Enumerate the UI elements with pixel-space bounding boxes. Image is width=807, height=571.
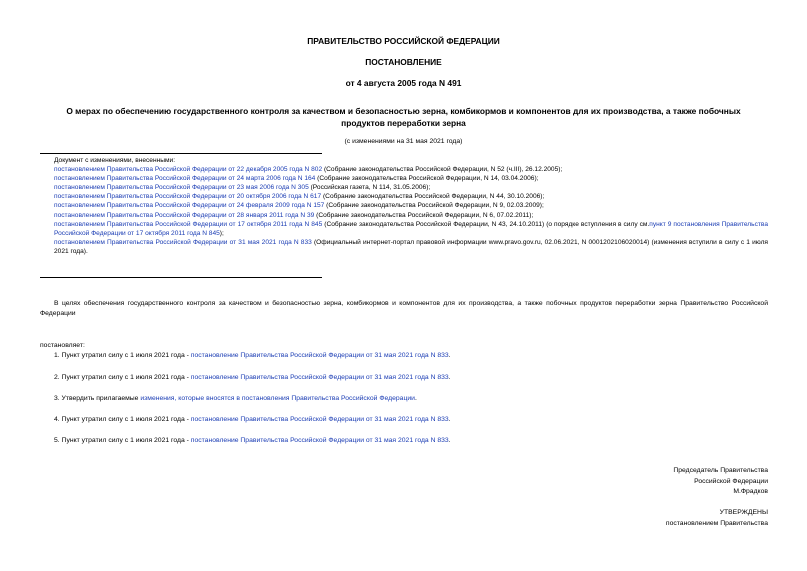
point-text: 3. Утвердить прилагаемые xyxy=(54,395,141,402)
point-text: 1. Пункт утратил силу с 1 июля 2021 года - xyxy=(54,352,191,359)
revision-source: (Собрание законодательства Российской Федерации, N 43, 24.10.2011) (о порядке вступления в силу см. xyxy=(322,220,650,228)
point-item xyxy=(54,436,768,445)
revision-source: (Собрание законодательства Российской Федерации, N 6, 07.02.2011); xyxy=(314,211,534,219)
revisions-intro: Документ с изменениями, внесенными: xyxy=(54,157,176,164)
revision-item xyxy=(54,238,768,256)
revision-link[interactable]: постановлением Правительства Российской Федерации от 23 мая 2006 года N 305 xyxy=(54,184,309,192)
point-tail: . xyxy=(448,416,451,423)
point-tail: . xyxy=(414,395,417,402)
revision-link[interactable]: пункт 9 постановления Правительства Российской Федерации от 17 октября 2011 года N 845 xyxy=(54,220,768,237)
revision-link[interactable]: постановлением Правительства Российской Федерации от 20 октября 2006 года N 617 xyxy=(54,193,322,201)
revision-item xyxy=(54,192,768,201)
point-tail: . xyxy=(448,374,451,381)
point-text: 5. Пункт утратил силу с 1 июля 2021 года - xyxy=(54,437,191,444)
title-line-2: продуктов переработки зерна xyxy=(341,118,466,129)
preamble-paragraph: В целях обеспечения государственного контроля за качеством и безопасностью зерна, комбикормов и компонентов для их производства, а также побочных продуктов переработки зерна Правительство Российской Федерации xyxy=(40,300,768,317)
title-line-1: О мерах по обеспечению государственного контроля за качеством и безопасностью зерна, комбикормов и компонентов для их производства, а также побочных xyxy=(66,106,741,116)
approved-line-2: постановлением Правительства xyxy=(665,519,768,527)
point-item xyxy=(54,351,768,360)
signature-line-1: Председатель Правительства xyxy=(673,467,768,474)
point-link[interactable]: постановление Правительства Российской Федерации от 31 мая 2021 года N 833 xyxy=(190,416,449,423)
point-tail: . xyxy=(448,352,451,359)
revision-tail: ); xyxy=(219,229,224,237)
doc-type-heading: ПОСТАНОВЛЕНИЕ xyxy=(365,57,442,67)
revision-source: (Собрание законодательства Российской Федерации, N 52 (ч.III), 26.12.2005); xyxy=(322,166,563,174)
point-text: 2. Пункт утратил силу с 1 июля 2021 года - xyxy=(54,374,191,381)
point-tail: . xyxy=(448,437,451,444)
point-link[interactable]: постановление Правительства Российской Федерации от 31 мая 2021 года N 833 xyxy=(190,437,449,444)
point-link[interactable]: постановление Правительства Российской Федерации от 31 мая 2021 года N 833 xyxy=(190,374,449,381)
bottom-divider xyxy=(40,277,322,278)
revision-link[interactable]: постановлением Правительства Российской Федерации от 31 мая 2021 года N 833 xyxy=(54,238,312,246)
revision-link[interactable]: постановлением Правительства Российской Федерации от 22 декабря 2005 года N 802 xyxy=(54,166,323,174)
revision-link[interactable]: постановлением Правительства Российской Федерации от 17 октября 2011 года N 845 xyxy=(54,220,323,228)
revision-item xyxy=(54,211,768,220)
approved-block xyxy=(666,508,768,529)
document-title xyxy=(40,105,767,129)
revision-item xyxy=(54,174,768,183)
document-subtitle: (с изменениями на 31 мая 2021 года) xyxy=(344,138,463,145)
revision-source: (Российская газета, N 114, 31.05.2006); xyxy=(308,184,431,192)
date-number-heading: от 4 августа 2005 года N 491 xyxy=(345,78,462,88)
point-link[interactable]: изменения, которые вносятся в постановления Правительства Российской Федерации xyxy=(140,395,415,402)
revision-item xyxy=(54,183,768,192)
revision-link[interactable]: постановлением Правительства Российской Федерации от 28 января 2011 года N 39 xyxy=(54,211,315,219)
approved-line-1: УТВЕРЖДЕНЫ xyxy=(719,509,768,516)
revision-link[interactable]: постановлением Правительства Российской Федерации от 24 февраля 2009 года N 157 xyxy=(54,202,325,210)
revision-link[interactable]: постановлением Правительства Российской Федерации от 24 марта 2006 года N 164 xyxy=(54,175,316,183)
revision-item xyxy=(54,220,768,238)
revisions-block xyxy=(54,156,768,256)
revision-item xyxy=(54,165,768,174)
revision-source: (Собрание законодательства Российской Федерации, N 44, 30.10.2006); xyxy=(321,193,545,201)
revision-source: (Собрание законодательства Российской Федерации, N 9, 02.03.2009); xyxy=(324,202,544,210)
government-heading: ПРАВИТЕЛЬСТВО РОССИЙСКОЙ ФЕДЕРАЦИИ xyxy=(307,36,500,46)
signature-name: М.Фрадков xyxy=(733,488,768,496)
top-divider xyxy=(40,153,322,154)
revision-source: (Официальный интернет-портал правовой информации www.pravo.gov.ru, 02.06.2021, N 0001202106020014) (изменения вступили в силу с 1 июля 2021 года). xyxy=(54,238,769,255)
decides-label: постановляет: xyxy=(40,342,85,349)
signature-line-2: Российской Федерации xyxy=(694,477,768,485)
revision-item xyxy=(54,201,768,210)
point-item xyxy=(54,415,768,424)
signature-block xyxy=(673,466,768,498)
revision-source: (Собрание законодательства Российской Федерации, N 14, 03.04.2006); xyxy=(315,175,539,183)
point-item xyxy=(54,373,768,382)
point-text: 4. Пункт утратил силу с 1 июля 2021 года - xyxy=(54,416,191,423)
point-item xyxy=(54,394,768,403)
point-link[interactable]: постановление Правительства Российской Федерации от 31 мая 2021 года N 833 xyxy=(190,352,449,359)
